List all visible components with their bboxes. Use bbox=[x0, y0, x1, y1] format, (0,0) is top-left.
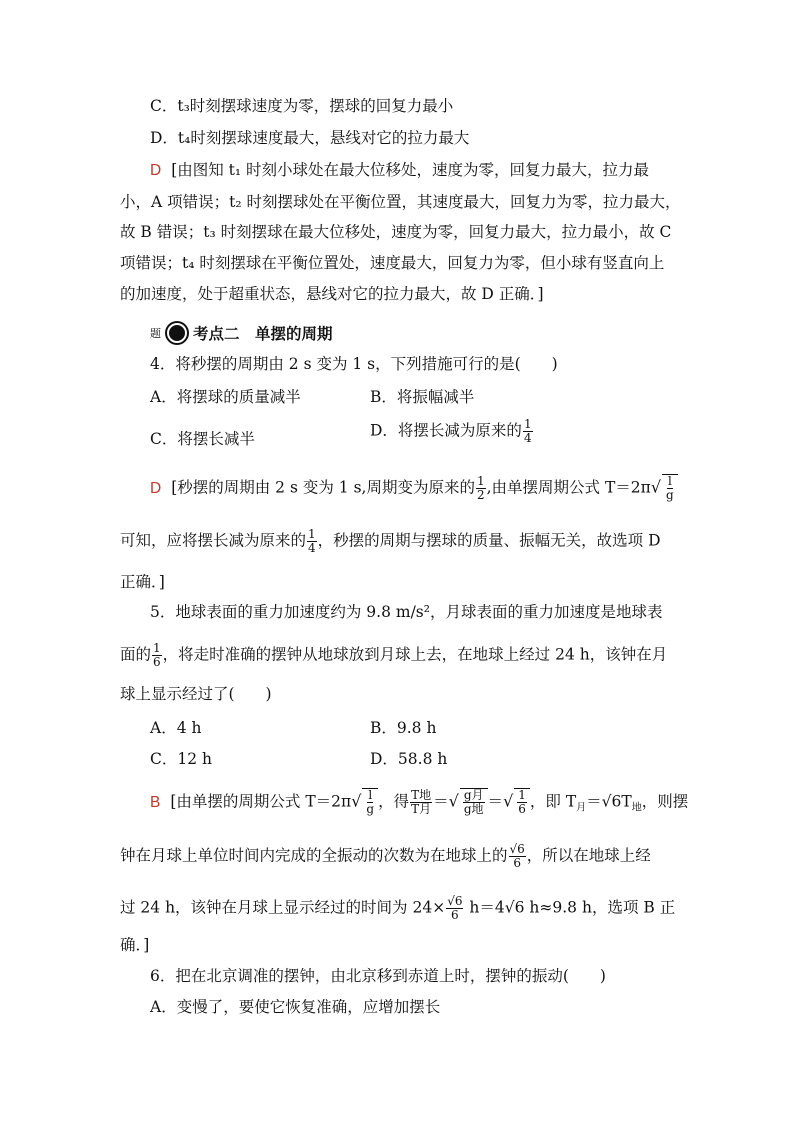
denominator: g bbox=[666, 488, 674, 502]
sqrt-sign: √ bbox=[650, 477, 662, 497]
fraction-quarter bbox=[523, 418, 533, 445]
q4-answer-line-1 bbox=[150, 474, 678, 502]
option-c: C．t₃时刻摆球速度为零，摆球的回复力最小 bbox=[150, 97, 454, 115]
q4-option-d-text: D．将摆长减为原来的 bbox=[370, 421, 522, 440]
fraction-sqrt6-over-6 bbox=[509, 843, 526, 870]
numerator: 1 bbox=[308, 527, 316, 541]
fraction-half bbox=[476, 475, 486, 502]
section-title: 考点二 单摆的周期 bbox=[193, 324, 333, 343]
denominator: 6 bbox=[451, 908, 459, 922]
answer-text-2: ,由单摆周期公式 T＝2π bbox=[486, 478, 651, 497]
numerator: √6 bbox=[447, 894, 463, 908]
numerator: T地 bbox=[411, 788, 432, 802]
sqrt-sign: √ bbox=[503, 791, 514, 811]
answer-text-2: ，秒摆的周期与摆球的质量、振幅无关，故选项 D bbox=[317, 531, 661, 550]
q4-option-c: C．将摆长减半 bbox=[150, 430, 255, 448]
denominator: 4 bbox=[523, 431, 532, 445]
numerator: √6 bbox=[509, 842, 525, 856]
q3-answer-line-4: 项错误；t₄ 时刻摆球在平衡位置处，速度最大，回复力为零，但小球有竖直向上 bbox=[120, 254, 665, 272]
denominator: 6 bbox=[513, 856, 521, 870]
option-d: D．t₄时刻摆球速度最大，悬线对它的拉力最大 bbox=[150, 129, 470, 147]
denominator: 6 bbox=[153, 655, 161, 669]
q4-answer-line-2 bbox=[120, 528, 661, 555]
q5-answer-line-4: 确．] bbox=[120, 936, 150, 954]
q5-answer-line-1 bbox=[150, 788, 688, 819]
fraction-g-ratio bbox=[463, 789, 485, 816]
fraction-sixth bbox=[152, 642, 162, 669]
answer-text-2: h＝4√6 h≈9.8 h，选项 B 正 bbox=[464, 898, 676, 917]
q3-answer-line-1 bbox=[150, 160, 649, 181]
denominator: 2 bbox=[476, 488, 485, 502]
sqrt-body bbox=[460, 788, 488, 816]
q3-answer-line-3: 故 B 错误；t₃ 时刻摆球在最大位移处，速度为零，回复力最大，拉力最小，故 C bbox=[120, 223, 672, 241]
answer-text: [秒摆的周期由 2 s 变为 1 s,周期变为原来的 bbox=[171, 478, 475, 497]
denominator: g bbox=[366, 802, 375, 816]
sqrt-sign: √ bbox=[448, 791, 459, 811]
denominator: 4 bbox=[308, 541, 316, 555]
q6-option-a: A．变慢了，要使它恢复准确，应增加摆长 bbox=[150, 998, 441, 1016]
fraction-quarter bbox=[307, 528, 317, 555]
answer-text: 钟在月球上单位时间内完成的全振动的次数为在地球上的 bbox=[120, 846, 508, 865]
q5-option-a: A．4 h bbox=[150, 719, 202, 737]
question-6: 6．把在北京调准的摆钟，由北京移到赤道上时，摆钟的振动( ) bbox=[150, 967, 606, 985]
subscript-earth: 地 bbox=[631, 802, 642, 814]
q3-answer-line-2: 小，A 项错误；t₂ 时刻摆球处在平衡位置，其速度最大，回复力为零，拉力最大， bbox=[120, 193, 681, 211]
answer-letter: B bbox=[150, 793, 161, 811]
section-heading bbox=[150, 322, 333, 344]
question-5-line-1: 5．地球表面的重力加速度约为 9.8 m/s²，月球表面的重力加速度是地球表 bbox=[150, 603, 663, 621]
fraction-period-ratio bbox=[410, 789, 432, 816]
numerator: 1 bbox=[518, 788, 526, 802]
answer-text-2: ，所以在地球上经 bbox=[526, 846, 651, 865]
section-prefix: 题 bbox=[150, 327, 161, 340]
numerator: 1 bbox=[476, 474, 485, 488]
denominator: g地 bbox=[463, 802, 484, 816]
numerator: g月 bbox=[463, 788, 484, 802]
fraction-sqrt6-over-6 bbox=[446, 895, 463, 922]
answer-text: [由图知 t₁ 时刻小球处在最大位移处，速度为零，回复力最大，拉力最 bbox=[171, 161, 650, 179]
equals: ＝ bbox=[433, 792, 449, 811]
sqrt-body bbox=[514, 788, 530, 816]
fraction-l-over-g bbox=[665, 475, 675, 502]
q5-answer-line-2 bbox=[120, 843, 651, 870]
answer-letter: D bbox=[150, 479, 162, 497]
answer-text-4: T bbox=[621, 792, 632, 811]
bullet-icon bbox=[167, 323, 187, 343]
q4-option-d bbox=[370, 418, 534, 445]
q4-answer-line-3: 正确．] bbox=[120, 573, 165, 591]
q5-text: 面的 bbox=[120, 645, 152, 664]
equals: ＝ bbox=[487, 792, 504, 811]
numerator: 1 bbox=[153, 641, 161, 655]
q5-option-d: D．58.8 h bbox=[370, 750, 448, 768]
question-5-line-3: 球上显示经过了( ) bbox=[120, 685, 272, 703]
question-5-line-2 bbox=[120, 642, 667, 669]
numerator: 1 bbox=[523, 417, 532, 431]
answer-text-5: ，则摆 bbox=[641, 792, 689, 811]
fraction-sixth bbox=[517, 789, 527, 816]
denominator: 6 bbox=[518, 802, 526, 816]
q5-option-b: B．9.8 h bbox=[370, 719, 437, 737]
answer-text-2: ，得 bbox=[378, 792, 410, 811]
answer-text: 可知，应将摆长减为原来的 bbox=[120, 531, 307, 550]
q4-option-b: B．将振幅减半 bbox=[370, 388, 475, 406]
fraction-l-over-g bbox=[365, 789, 375, 816]
numerator: l bbox=[368, 788, 373, 802]
q3-answer-line-5: 的加速度，处于超重状态，悬线对它的拉力最大，故 D 正确．] bbox=[120, 285, 544, 303]
answer-text-3: ，即 T bbox=[529, 792, 577, 811]
subscript-moon: 月 bbox=[576, 802, 587, 814]
q4-option-a: A．将摆球的质量减半 bbox=[150, 388, 301, 406]
q5-answer-line-3 bbox=[120, 895, 675, 922]
sqrt-sign: √ bbox=[351, 791, 362, 811]
sqrt-body bbox=[662, 474, 678, 502]
answer-letter: D bbox=[150, 162, 162, 179]
numerator: l bbox=[667, 474, 672, 488]
answer-text: 过 24 h，该钟在月球上显示经过的时间为 24× bbox=[120, 898, 446, 917]
question-4: 4．将秒摆的周期由 2 s 变为 1 s，下列措施可行的是( ) bbox=[150, 355, 558, 373]
equals-sqrt6: ＝√6 bbox=[586, 792, 622, 811]
answer-text: [由单摆的周期公式 T＝2π bbox=[170, 792, 352, 811]
denominator: T月 bbox=[411, 802, 432, 816]
q5-text-2: ，将走时准确的摆钟从地球放到月球上去，在地球上经过 24 h，该钟在月 bbox=[162, 645, 668, 664]
sqrt-body bbox=[362, 788, 378, 816]
q5-option-c: C．12 h bbox=[150, 750, 212, 768]
